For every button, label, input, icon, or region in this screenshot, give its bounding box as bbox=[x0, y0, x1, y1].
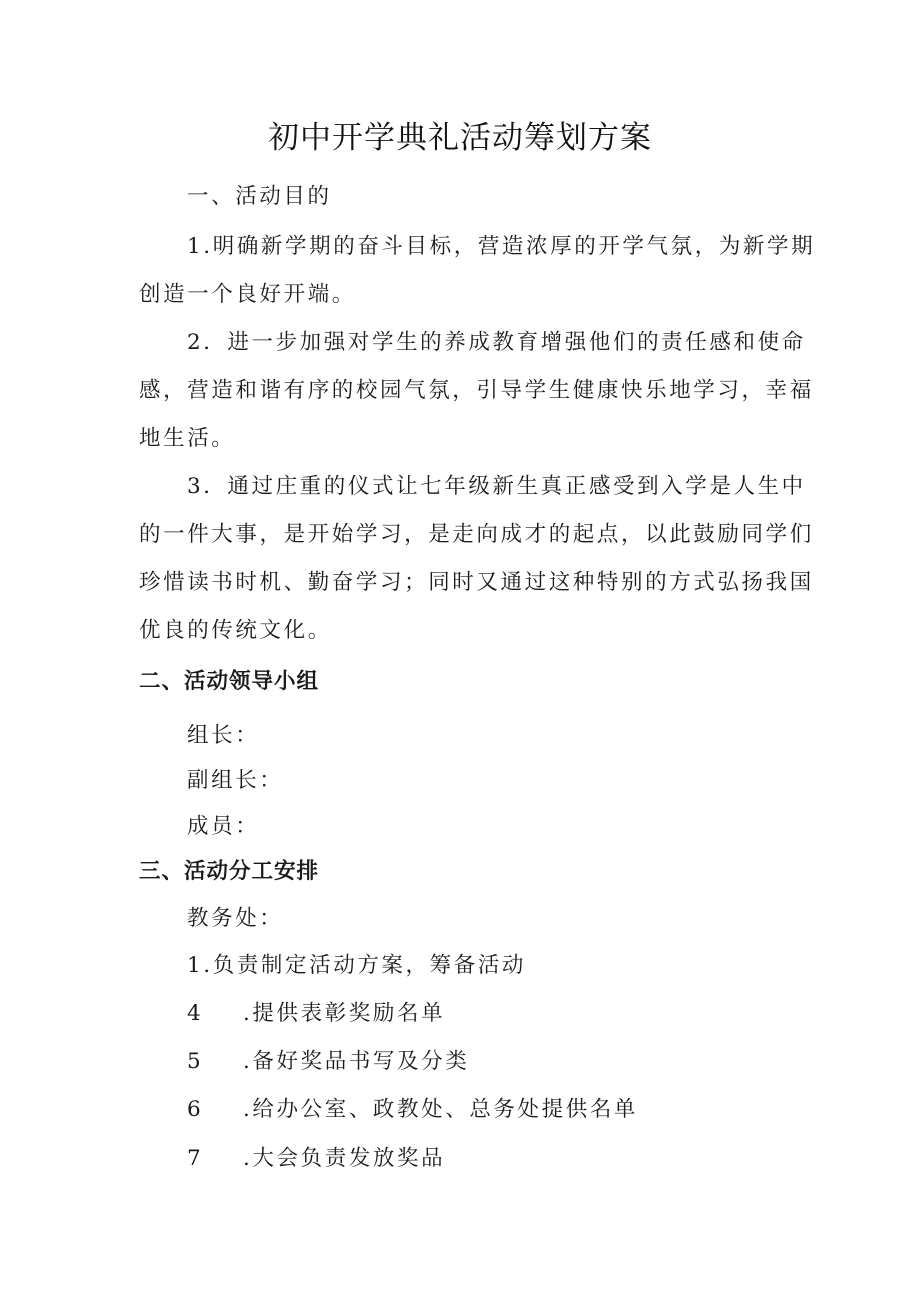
section-heading-assignments: 三、活动分工安排 bbox=[139, 859, 320, 884]
task-text: .大会负责发放奖品 bbox=[243, 1146, 446, 1171]
members-label: 成员： bbox=[187, 814, 260, 839]
vice-leader-label: 副组长： bbox=[187, 768, 284, 793]
task-number: 6 bbox=[187, 1097, 201, 1122]
section-heading-leadership: 二、活动领导小组 bbox=[139, 669, 320, 694]
paragraph-line: 1.明确新学期的奋斗目标，营造浓厚的开学气氛，为新学期 bbox=[187, 234, 816, 259]
paragraph-line: 2．进一步加强对学生的养成教育增强他们的责任感和使命 bbox=[187, 330, 806, 355]
task-number: 7 bbox=[187, 1146, 201, 1171]
paragraph-line: 地生活。 bbox=[139, 426, 236, 451]
task-text: .给办公室、政教处、总务处提供名单 bbox=[243, 1097, 639, 1122]
paragraph-line: 3．通过庄重的仪式让七年级新生真正感受到入学是人生中 bbox=[187, 474, 806, 499]
task-number: 5 bbox=[187, 1049, 201, 1074]
paragraph-line: 创造一个良好开端。 bbox=[139, 282, 356, 307]
task-text: .提供表彰奖励名单 bbox=[243, 1001, 446, 1026]
document-title: 初中开学典礼活动筹划方案 bbox=[268, 120, 652, 156]
task-number: 4 bbox=[187, 1001, 201, 1026]
paragraph-line: 感，营造和谐有序的校园气氛，引导学生健康快乐地学习，幸福 bbox=[139, 378, 814, 403]
task-item: 1.负责制定活动方案，筹备活动 bbox=[187, 953, 527, 978]
task-text: .备好奖品书写及分类 bbox=[243, 1049, 470, 1074]
section-heading-purpose: 一、活动目的 bbox=[187, 184, 332, 209]
leader-label: 组长： bbox=[187, 723, 260, 748]
paragraph-line: 珍惜读书时机、勤奋学习；同时又通过这种特别的方式弘扬我国 bbox=[139, 570, 814, 595]
paragraph-line: 优良的传统文化。 bbox=[139, 618, 332, 643]
department-label: 教务处： bbox=[187, 906, 284, 931]
paragraph-line: 的一件大事，是开始学习，是走向成才的起点，以此鼓励同学们 bbox=[139, 522, 814, 547]
